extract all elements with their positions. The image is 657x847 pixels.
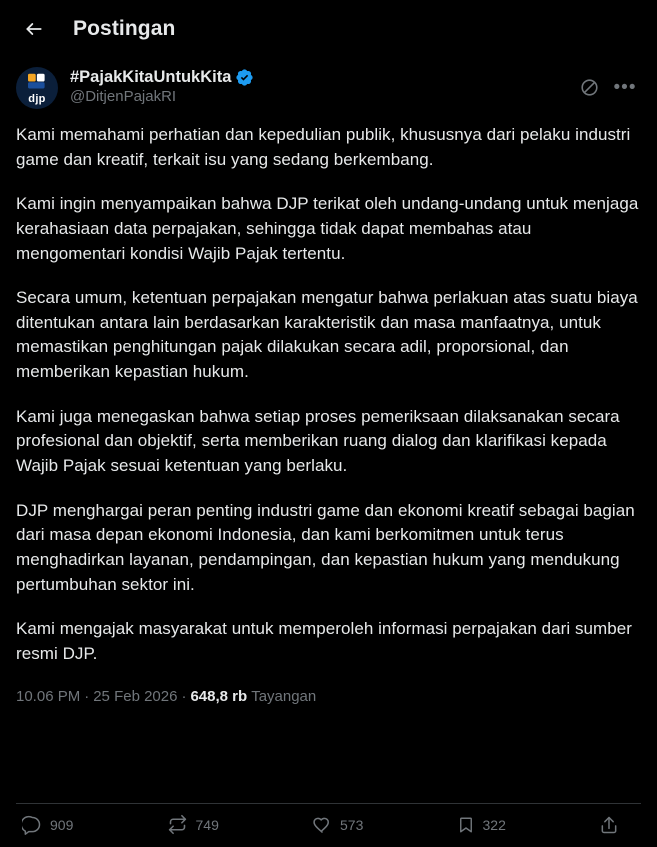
- repost-button[interactable]: [167, 814, 219, 835]
- meta-separator: ·: [84, 687, 90, 705]
- author-names: [70, 67, 573, 105]
- reply-button[interactable]: [22, 815, 73, 835]
- post-header: [16, 61, 641, 109]
- app-header: [0, 0, 657, 57]
- like-button[interactable]: [312, 815, 363, 835]
- views-label: Tayangan: [251, 687, 317, 705]
- bookmark-button[interactable]: [457, 815, 506, 835]
- post-paragraph: Secara umum, ketentuan perpajakan mengatur bahwa perlakuan atas suatu biaya ditentukan antara lain berdasarkan karakteristik dan masa manfaatnya, untuk memastikan penghitungan pajak dilakukan secara adil, proporsional, dan memberikan kepastian hukum.: [16, 288, 638, 382]
- post-paragraph: Kami ingin menyampaikan bahwa DJP terikat oleh undang-undang untuk menjaga kerahasiaan data perpajakan, sehingga tidak dapat membahas atau mengomentari kondisi Wajib Pajak tertentu.: [16, 194, 639, 263]
- repost-count: 749: [195, 816, 219, 833]
- avatar[interactable]: [16, 67, 58, 109]
- repost-icon: [167, 814, 188, 835]
- post-date: 25 Feb 2026: [93, 687, 178, 705]
- comment-icon: [22, 815, 42, 835]
- bookmark-count: 322: [482, 816, 506, 833]
- djp-logo-icon: [27, 73, 46, 90]
- share-icon: [599, 815, 619, 835]
- author-handle[interactable]: @DitjenPajakRI: [70, 88, 177, 105]
- verified-badge-icon: [235, 68, 254, 87]
- post-paragraph: Kami memahami perhatian dan kepedulian publik, khususnya dari pelaku industri game dan kreatif, terkait isu yang sedang berkembang.: [16, 125, 631, 169]
- post-time: 10.06 PM: [16, 687, 81, 705]
- arrow-left-icon: [24, 19, 44, 39]
- more-options-button[interactable]: [609, 71, 641, 103]
- author-display-name[interactable]: #PajakKitaUntukKita: [70, 68, 232, 86]
- reply-count: 909: [50, 816, 74, 833]
- post-meta: [16, 688, 641, 705]
- post-container: [0, 57, 657, 789]
- circle-slash-icon: [580, 78, 599, 97]
- page-title: Postingan: [73, 16, 176, 40]
- post-paragraph: Kami mengajak masyarakat untuk memperoleh informasi perpajakan dari sumber resmi DJP.: [16, 619, 632, 663]
- post-paragraph: DJP menghargai peran penting industri game dan ekonomi kreatif sebagai bagian dari masa depan ekonomi Indonesia, dan kami berkomitmen untuk terus menghadirkan layanan, pendampingan, dan kepastian hukum yang mendukung pertumbuhan sektor ini.: [16, 500, 635, 594]
- avatar-label: djp: [28, 93, 46, 105]
- back-button[interactable]: [16, 11, 52, 47]
- bookmark-icon: [457, 815, 475, 835]
- more-horizontal-icon: •••: [613, 76, 637, 98]
- post-text: [16, 123, 641, 667]
- mute-button[interactable]: [573, 71, 605, 103]
- views-count: 648,8 rb: [190, 687, 248, 705]
- bottom-bar: [0, 841, 657, 847]
- post-header-actions: [573, 67, 641, 103]
- heart-icon: [312, 815, 332, 835]
- like-count: 573: [340, 816, 364, 833]
- author-name-row: [70, 68, 573, 87]
- share-button[interactable]: [599, 815, 631, 835]
- post-paragraph: Kami juga menegaskan bahwa setiap proses pemeriksaan dilaksanakan secara profesional dan objektif, serta memberikan ruang dialog dan klarifikasi kepada Wajib Pajak sesuai ketentuan yang berlaku.: [16, 406, 620, 476]
- meta-separator: ·: [181, 687, 187, 705]
